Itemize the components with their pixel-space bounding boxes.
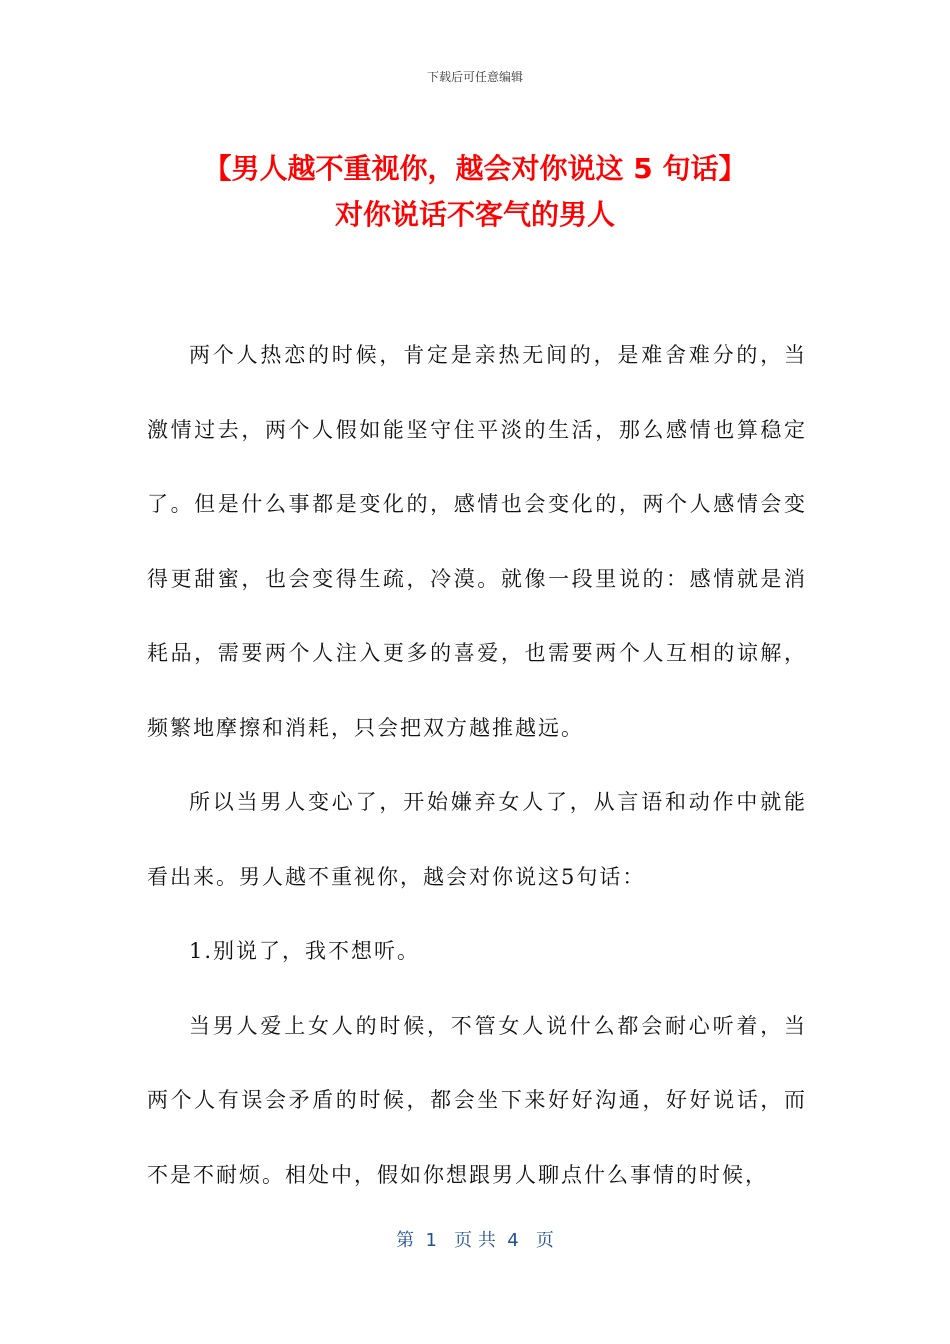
paragraph-1: 两个人热恋的时候，肯定是亲热无间的，是难舍难分的，当激情过去，两个人假如能坚守住平淡的生活，那么感情也算稳定了。但是什么事都是变化的，感情也会变化的，两个人感情会变得更甜蜜，也会变得生疏，冷漠。就像一段里说的：感情就是消耗品，需要两个人注入更多的喜爱，也需要两个人互相的谅解，频繁地摩擦和消耗，只会把双方越推越远。 (147, 343, 807, 740)
title-line-1: 【男人越不重视你，越会对你说这 5 句话】 (203, 152, 747, 185)
paragraph-3-list-item: 1.别说了，我不想听。 (189, 939, 421, 963)
paragraph-4: 当男人爱上女人的时候，不管女人说什么都会耐心听着，当两个人有误会矛盾的时候，都会坐下来好好沟通，好好说话，而不是不耐烦。相处中，假如你想跟男人聊点什么事情的时候， (147, 1013, 807, 1187)
paragraph-2: 所以当男人变心了，开始嫌弃女人了，从言语和动作中就能看出来。男人越不重视你，越会对你说这5句话： (147, 790, 807, 889)
page-number-footer: 第 1 页 共 4 页 (396, 1230, 554, 1251)
title-line-2: 对你说话不客气的男人 (334, 198, 615, 231)
document-body (147, 318, 807, 1212)
document-title (100, 146, 850, 238)
page-header-note: 下载后可任意编辑 (426, 70, 523, 84)
